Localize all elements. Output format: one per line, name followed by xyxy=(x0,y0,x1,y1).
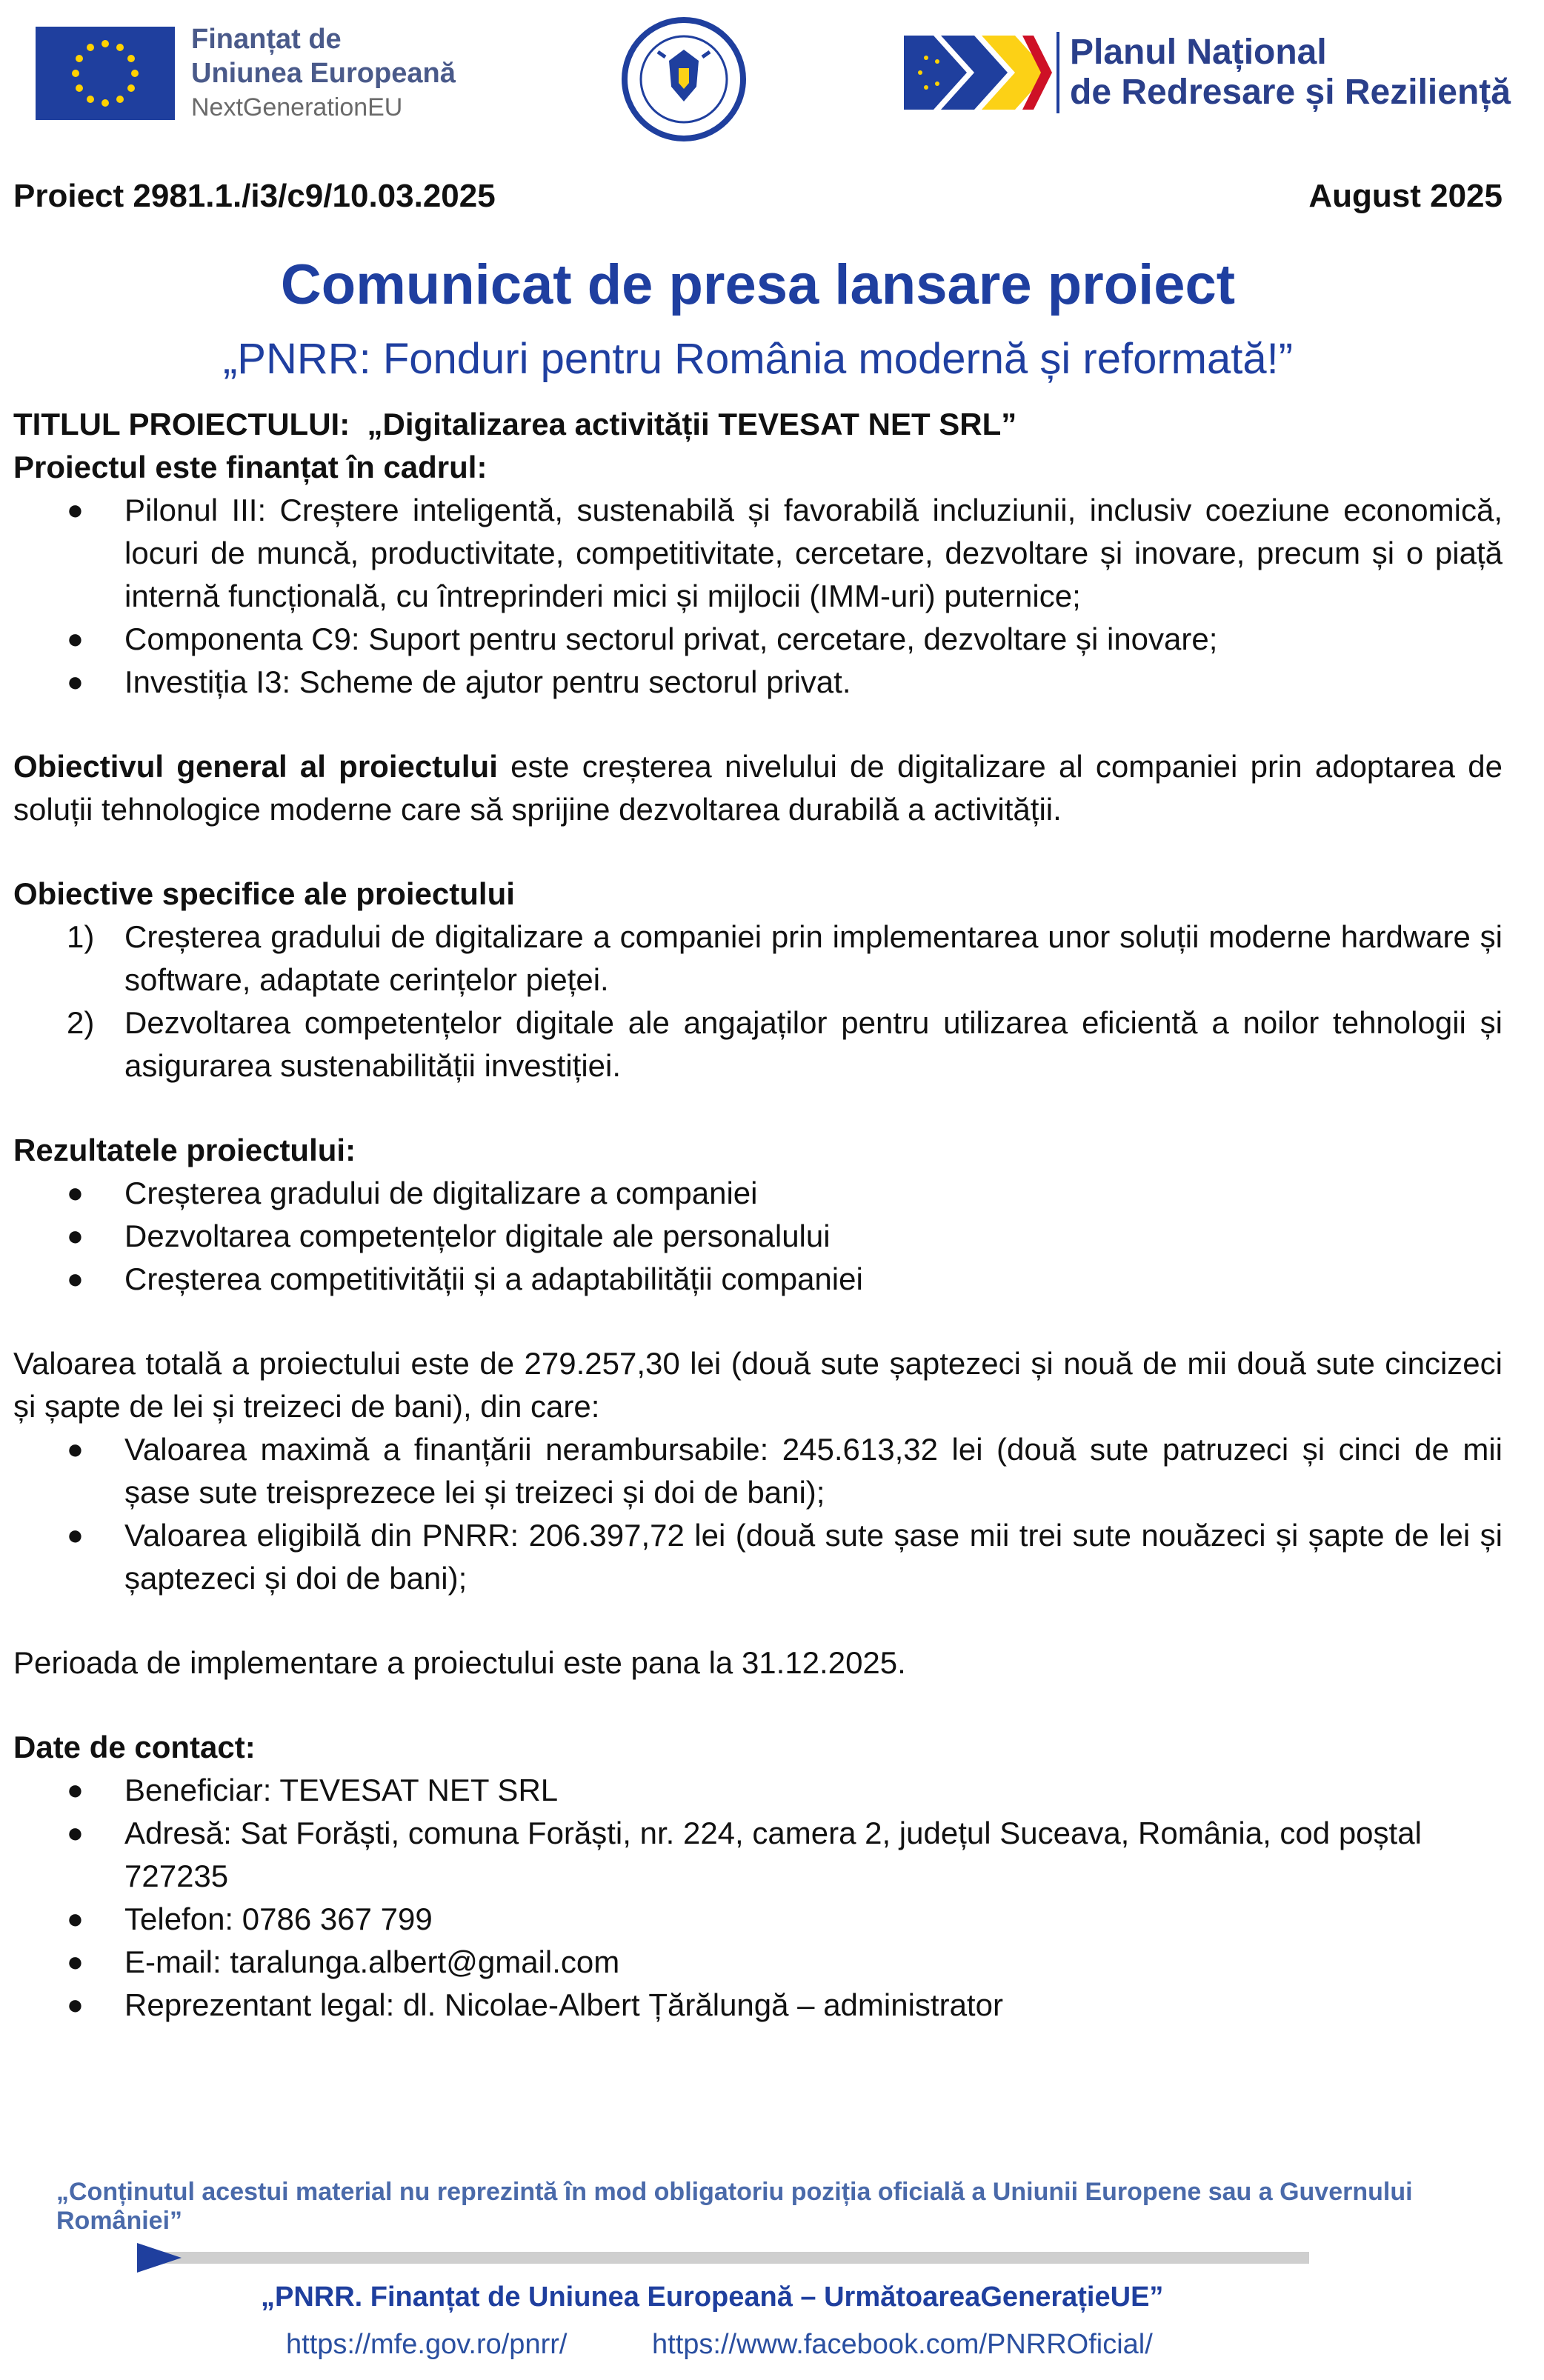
eu-logo-line3: NextGenerationEU xyxy=(191,93,403,121)
footer-link-facebook[interactable]: https://www.facebook.com/PNRROficial/ xyxy=(652,2329,1153,2360)
general-objective xyxy=(13,745,1503,831)
contact-list xyxy=(13,1769,1503,2027)
footer-arrow-icon xyxy=(137,2243,182,2273)
footer-disclaimer: „Conținutul acestui material nu reprezintă în mod obligatoriu poziția oficială a Uniunii Europene sau a Guvernului României” xyxy=(56,2178,1413,2235)
list-item: 1) Creșterea gradului de digitalizare a companiei prin implementarea unor soluții moderne hardware și software, adaptate cerințelor pieței. xyxy=(67,919,1503,997)
specific-objectives-list xyxy=(13,916,1503,1087)
list-item: 2) Dezvoltarea competențelor digitale ale angajaților pentru utilizarea eficientă a noilor tehnologii și asigurarea sustenabilității investiției. xyxy=(67,1005,1503,1083)
results-list xyxy=(13,1172,1503,1301)
footer xyxy=(0,2170,1544,2380)
list-item: ● Pilonul III: Creștere inteligentă, sustenabilă și favorabilă incluziunii, inclusiv coeziune economică, locuri de muncă, productivitate, competitivitate, cercetare, dezvoltare și inovare, precum și o piață internă funcțională, cu întreprinderi mici și mijlocii (IMM-uri) puternice; xyxy=(67,493,1503,613)
project-title-value: „Digitalizarea activității TEVESAT NET SRL” xyxy=(367,407,1017,441)
pnrr-logo-line1: Planul Național xyxy=(1070,33,1327,72)
romanian-government-seal-icon xyxy=(621,16,747,142)
general-objective-label: Obiectivul general al proiectului xyxy=(13,749,498,784)
list-item: ● Valoarea maximă a finanțării nerambursabile: 245.613,32 lei (două sute patruzeci și cinci de mii șase sute treisprezece lei și treizeci și doi de bani); xyxy=(67,1432,1503,1510)
pnrr-logo xyxy=(904,28,1511,117)
document-body xyxy=(13,156,1503,2027)
pnrr-logo-line2: de Redresare și Reziliență xyxy=(1070,73,1511,112)
implementation-period: Perioada de implementare a proiectului este pana la 31.12.2025. xyxy=(13,1645,906,1680)
project-title-label: TITLUL PROIECTULUI: xyxy=(13,407,350,441)
list-item: ● Telefon: 0786 367 799 xyxy=(67,1901,433,1936)
pnrr-chevron-flag-icon xyxy=(904,28,1052,117)
page-subtitle: „PNRR: Fonduri pentru România modernă și reformată!” xyxy=(222,335,1294,383)
list-item: ● Valoarea eligibilă din PNRR: 206.397,72 lei (două sute șase mii trei sute nouăzeci și șapte de lei și șaptezeci și doi de bani); xyxy=(67,1518,1503,1596)
list-item: ● Reprezentant legal: dl. Nicolae-Albert Țărălungă – administrator xyxy=(67,1987,1003,2022)
eu-funding-logo xyxy=(36,22,456,124)
project-title-line xyxy=(13,403,1503,446)
meta-row xyxy=(13,156,1503,244)
document-date: August 2025 xyxy=(1308,178,1503,214)
specific-objectives-label: Obiective specifice ale proiectului xyxy=(13,876,515,911)
list-item: ● Creșterea competitivității și a adaptabilității companiei xyxy=(67,1261,863,1296)
project-value-text: Valoarea totală a proiectului este de 279.257,30 lei (două sute șaptezeci și nouă de mii două sute cincizeci și șapte de lei și treizeci de bani), din care: xyxy=(13,1346,1503,1424)
page-title: Comunicat de presa lansare proiect xyxy=(280,253,1236,316)
footer-divider-bar xyxy=(137,2252,1309,2264)
pnrr-divider xyxy=(1056,32,1059,113)
general-objective-text: este creșterea nivelului de digitalizare al companiei prin adoptarea de soluții tehnologice moderne care să sprijine dezvoltarea durabilă a activității. xyxy=(13,749,1503,827)
eu-flag-icon xyxy=(36,27,175,120)
footer-tagline: „PNRR. Finanțat de Uniunea Europeană – UrmătoareaGenerațieUE” xyxy=(261,2281,1164,2313)
list-item: ● E-mail: taralunga.albert@gmail.com xyxy=(67,1944,620,1979)
list-item: ● Creșterea gradului de digitalizare a companiei xyxy=(67,1176,758,1210)
list-item: ● Adresă: Sat Forăști, comuna Forăști, nr. 224, camera 2, județul Suceava, România, cod poștal 727235 xyxy=(67,1816,1422,1893)
project-value-list xyxy=(13,1428,1503,1600)
contact-label: Date de contact: xyxy=(13,1730,256,1764)
funded-under-list xyxy=(13,489,1503,704)
footer-link-mfe[interactable]: https://mfe.gov.ro/pnrr/ xyxy=(286,2329,568,2360)
header-logos xyxy=(0,0,1544,163)
list-item: ● Componenta C9: Suport pentru sectorul privat, cercetare, dezvoltare și inovare; xyxy=(67,621,1218,656)
list-item: ● Investiția I3: Scheme de ajutor pentru sectorul privat. xyxy=(67,664,851,699)
eu-logo-line2: Uniunea Europeană xyxy=(191,58,456,89)
funded-under-label: Proiectul este finanțat în cadrul: xyxy=(13,450,488,484)
eu-logo-line1: Finanțat de xyxy=(191,24,342,55)
project-code: Proiect 2981.1./i3/c9/10.03.2025 xyxy=(13,178,496,214)
results-label: Rezultatele proiectului: xyxy=(13,1133,356,1167)
list-item: ● Dezvoltarea competențelor digitale ale personalului xyxy=(67,1219,831,1253)
list-item: ● Beneficiar: TEVESAT NET SRL xyxy=(67,1773,559,1807)
